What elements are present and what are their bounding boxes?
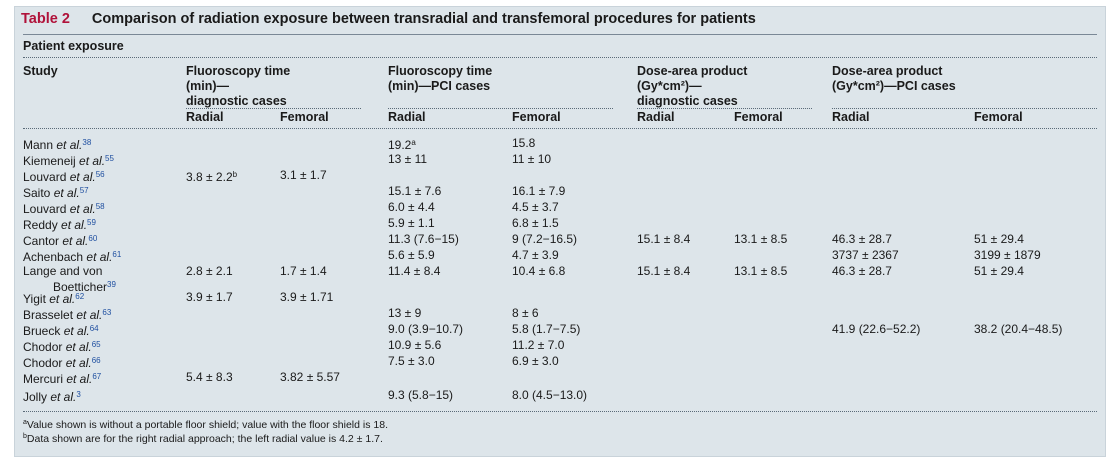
- reference-number: 66: [91, 356, 101, 365]
- cell-value: 3.9 ± 1.71: [280, 290, 334, 304]
- reference-number: 55: [105, 154, 114, 163]
- reference-number: 67: [92, 372, 102, 381]
- footer-divider: [23, 411, 1097, 412]
- table-row: [15, 305, 1105, 321]
- reference-number: 39: [107, 280, 116, 289]
- study-etal: et al.: [53, 186, 80, 200]
- table-cell: [388, 263, 440, 279]
- cell-value: 15.1 ± 8.4: [637, 264, 691, 278]
- study-author: Mann: [23, 138, 57, 152]
- group-header-line: (min)—: [186, 79, 230, 93]
- table-cell: [512, 353, 559, 369]
- cell-value: 15.1 ± 7.6: [388, 184, 442, 198]
- group-header-line: diagnostic cases: [186, 94, 287, 108]
- cell-value: 13.1 ± 8.5: [734, 264, 788, 278]
- table-cell: [512, 247, 559, 263]
- table-cell: [388, 215, 435, 231]
- study-author: Boetticher: [53, 280, 108, 294]
- subheader-femoral: Femoral: [974, 110, 1023, 124]
- table-cell: [388, 199, 435, 215]
- group-header-line: Fluoroscopy time: [186, 64, 291, 78]
- table-row: [15, 289, 1105, 305]
- reference-number: 63: [102, 308, 112, 317]
- cell-value: 13 ± 11: [388, 152, 428, 166]
- cell-value: 5.6 ± 5.9: [388, 248, 435, 262]
- reference-number: 57: [79, 186, 89, 195]
- table-cell: [832, 231, 892, 247]
- table-cell: [512, 183, 565, 199]
- table-cell: [512, 231, 577, 247]
- cell-value: 46.3 ± 28.7: [832, 264, 892, 278]
- title-divider: [23, 34, 1097, 35]
- cell-value: 3199 ± 1879: [974, 248, 1041, 262]
- cell-value: 10.9 ± 5.6: [388, 338, 442, 352]
- group-header-line: Fluoroscopy time: [388, 64, 493, 78]
- table-row: [15, 231, 1105, 247]
- cell-value: 11 ± 10: [512, 152, 552, 166]
- cell-value: 9.3 (5.8−15): [388, 388, 454, 402]
- table-caption: Comparison of radiation exposure between transradial and transfemoral procedures for patients: [91, 11, 756, 27]
- cell-value: 7.5 ± 3.0: [388, 354, 435, 368]
- table-cell: [512, 337, 564, 353]
- table-cell: [280, 289, 333, 305]
- study-author: Saito: [23, 186, 54, 200]
- subheader-femoral: Femoral: [280, 110, 329, 124]
- group-header-line: Dose-area product: [832, 64, 943, 78]
- cell-value: 15.1 ± 8.4: [637, 232, 691, 246]
- footnote-b: [23, 430, 383, 446]
- table-cell: [512, 151, 551, 167]
- reference-number: 64: [89, 324, 99, 333]
- reference-number: 3: [76, 390, 81, 399]
- table-cell: [734, 263, 787, 279]
- group-underline: [832, 108, 1097, 109]
- cell-value: 38.2 (20.4−48.5): [974, 322, 1063, 336]
- group-header-dap-diagnostic: [637, 64, 747, 109]
- study-author: Brasselet: [23, 308, 77, 322]
- table-cell: [388, 247, 435, 263]
- table-cell: [186, 369, 233, 385]
- group-underline: [637, 108, 812, 109]
- reference-number: 59: [87, 218, 96, 227]
- group-header-line: (Gy*cm²)—PCI cases: [832, 79, 956, 93]
- cell-value: 5.9 ± 1.1: [388, 216, 435, 230]
- footnote-mark: a: [23, 419, 27, 426]
- table-cell: [280, 167, 327, 183]
- group-header-fluoro-pci: [388, 64, 492, 94]
- table-cell: [388, 231, 459, 247]
- table-cell: [512, 135, 535, 151]
- cell-value: 6.8 ± 1.5: [512, 216, 559, 230]
- table-row: [15, 387, 1105, 403]
- study-etal: et al.: [69, 202, 96, 216]
- group-underline: [186, 108, 361, 109]
- table-row: [15, 135, 1105, 151]
- subheader-femoral: Femoral: [734, 110, 783, 124]
- cell-value: 46.3 ± 28.7: [832, 232, 892, 246]
- group-header-dap-pci: [832, 64, 956, 94]
- group-header-line: diagnostic cases: [637, 94, 738, 108]
- table-row: [15, 151, 1105, 167]
- study-author: Lange and von: [23, 264, 103, 278]
- study-etal: et al.: [56, 138, 83, 152]
- study-etal: et al.: [66, 372, 93, 386]
- subheader-radial: Radial: [186, 110, 224, 124]
- study-author: Louvard: [23, 202, 70, 216]
- study-author: Brueck: [23, 324, 64, 338]
- table-cell: [832, 263, 892, 279]
- group-header-fluoro-diagnostic: [186, 64, 290, 109]
- cell-value: 8 ± 6: [512, 306, 539, 320]
- subheader-radial: Radial: [832, 110, 870, 124]
- cell-value: 11.4 ± 8.4: [388, 264, 441, 278]
- table-row: [15, 247, 1105, 263]
- table-cell: [388, 321, 463, 337]
- table-cell: [388, 305, 421, 321]
- footnote-mark: b: [23, 433, 27, 440]
- table-cell: [512, 263, 565, 279]
- group-header-line: (Gy*cm²)—: [637, 79, 702, 93]
- header-divider: [23, 128, 1097, 129]
- group-underline: [388, 108, 613, 109]
- study-etal: et al.: [49, 292, 76, 306]
- study-header: Study: [23, 64, 58, 78]
- cell-value: 15.8: [512, 136, 536, 150]
- cell-value: 5.8 (1.7−7.5): [512, 322, 581, 336]
- study-etal: et al.: [65, 340, 92, 354]
- study-etal: et al.: [63, 324, 90, 338]
- table-row: [15, 167, 1105, 183]
- table-row: [15, 199, 1105, 215]
- subheader-femoral: Femoral: [512, 110, 561, 124]
- study-name: [23, 387, 81, 405]
- table-cell: [186, 289, 233, 305]
- footnote-marker: b: [232, 170, 238, 179]
- study-etal: et al.: [50, 390, 77, 404]
- cell-value: 41.9 (22.6−52.2): [832, 322, 921, 336]
- study-etal: et al.: [76, 308, 103, 322]
- reference-number: 65: [91, 340, 101, 349]
- table-row: [15, 337, 1105, 353]
- table-row: [15, 215, 1105, 231]
- table-cell: [974, 247, 1041, 263]
- study-author: Louvard: [23, 170, 70, 184]
- study-author: Mercuri: [23, 372, 67, 386]
- reference-number: 62: [75, 292, 85, 301]
- study-author: Reddy: [23, 218, 62, 232]
- cell-value: 19.2: [388, 138, 412, 152]
- table-cell: [186, 263, 233, 279]
- table-cell: [974, 263, 1024, 279]
- cell-value: 13 ± 9: [388, 306, 422, 320]
- cell-value: 5.4 ± 8.3: [186, 370, 233, 384]
- table-panel: [14, 6, 1106, 457]
- table-cell: [512, 305, 539, 321]
- table-row: [15, 263, 1105, 294]
- reference-number: 61: [112, 250, 122, 259]
- cell-value: 3.8 ± 2.2: [186, 170, 233, 184]
- study-author: Jolly: [23, 390, 51, 404]
- table-cell: [280, 263, 327, 279]
- study-etal: et al.: [65, 356, 92, 370]
- table-row: [15, 321, 1105, 337]
- table-cell: [974, 321, 1062, 337]
- table-cell: [974, 231, 1024, 247]
- study-etal: et al.: [69, 170, 96, 184]
- cell-value: 51 ± 29.4: [974, 232, 1024, 246]
- cell-value: 4.5 ± 3.7: [512, 200, 559, 214]
- table-cell: [388, 151, 427, 167]
- study-etal: et al.: [79, 154, 106, 168]
- cell-value: 2.8 ± 2.1: [186, 264, 233, 278]
- footnote-text: Data shown are for the right radial approach; the left radial value is 4.2 ± 1.7.: [26, 433, 383, 445]
- cell-value: 3.9 ± 1.7: [186, 290, 233, 304]
- reference-number: 56: [95, 170, 105, 179]
- table-title: [21, 11, 756, 27]
- cell-value: 6.9 ± 3.0: [512, 354, 559, 368]
- study-author: Chodor: [23, 356, 66, 370]
- cell-value: 11.2 ± 7.0: [512, 338, 565, 352]
- study-author: Kiemeneij: [23, 154, 80, 168]
- study-author: Achenbach: [23, 250, 87, 264]
- study-name: [23, 369, 101, 387]
- cell-value: 9.0 (3.9−10.7): [388, 322, 464, 336]
- table-row: [15, 183, 1105, 199]
- table-cell: [512, 215, 559, 231]
- table-cell: [388, 337, 441, 353]
- cell-value: 8.0 (4.5−13.0): [512, 388, 588, 402]
- table-cell: [832, 247, 899, 263]
- table-cell: [388, 183, 441, 199]
- cell-value: 51 ± 29.4: [974, 264, 1024, 278]
- study-author: Chodor: [23, 340, 66, 354]
- cell-value: 13.1 ± 8.5: [734, 232, 788, 246]
- table-row: [15, 369, 1105, 385]
- footnote-text: Value shown is without a portable floor shield; value with the floor shield is 18.: [26, 419, 388, 431]
- study-author: Yigit: [23, 292, 50, 306]
- table-cell: [512, 321, 580, 337]
- reference-number: 38: [82, 138, 92, 147]
- cell-value: 1.7 ± 1.4: [280, 264, 327, 278]
- footnote-marker: a: [411, 138, 416, 147]
- table-row: [15, 353, 1105, 369]
- group-header-line: Dose-area product: [637, 64, 748, 78]
- table-cell: [832, 321, 920, 337]
- cell-value: 6.0 ± 4.4: [388, 200, 435, 214]
- section-divider: [23, 57, 1097, 58]
- table-number: Table 2: [21, 11, 70, 27]
- cell-value: 4.7 ± 3.9: [512, 248, 559, 262]
- cell-value: 3.1 ± 1.7: [280, 168, 327, 182]
- table-cell: [734, 231, 787, 247]
- table-cell: [637, 263, 690, 279]
- table-cell: [388, 353, 435, 369]
- table-cell: [388, 387, 453, 403]
- cell-value: 3.82 ± 5.57: [280, 370, 340, 384]
- cell-value: 9 (7.2−16.5): [512, 232, 578, 246]
- cell-value: 3737 ± 2367: [832, 248, 899, 262]
- subheader-radial: Radial: [388, 110, 426, 124]
- table-cell: [637, 231, 690, 247]
- study-etal: et al.: [86, 250, 113, 264]
- subheader-radial: Radial: [637, 110, 675, 124]
- table-cell: [512, 387, 587, 403]
- table-cell: [512, 199, 559, 215]
- cell-value: 10.4 ± 6.8: [512, 264, 566, 278]
- table-cell: [280, 369, 340, 385]
- reference-number: 60: [88, 234, 98, 243]
- section-label: Patient exposure: [23, 39, 124, 53]
- cell-value: 16.1 ± 7.9: [512, 184, 566, 198]
- study-author: Cantor: [23, 234, 63, 248]
- cell-value: 11.3 (7.6−15): [388, 232, 459, 246]
- reference-number: 58: [95, 202, 105, 211]
- study-etal: et al.: [61, 218, 88, 232]
- group-header-line: (min)—PCI cases: [388, 79, 491, 93]
- study-etal: et al.: [62, 234, 89, 248]
